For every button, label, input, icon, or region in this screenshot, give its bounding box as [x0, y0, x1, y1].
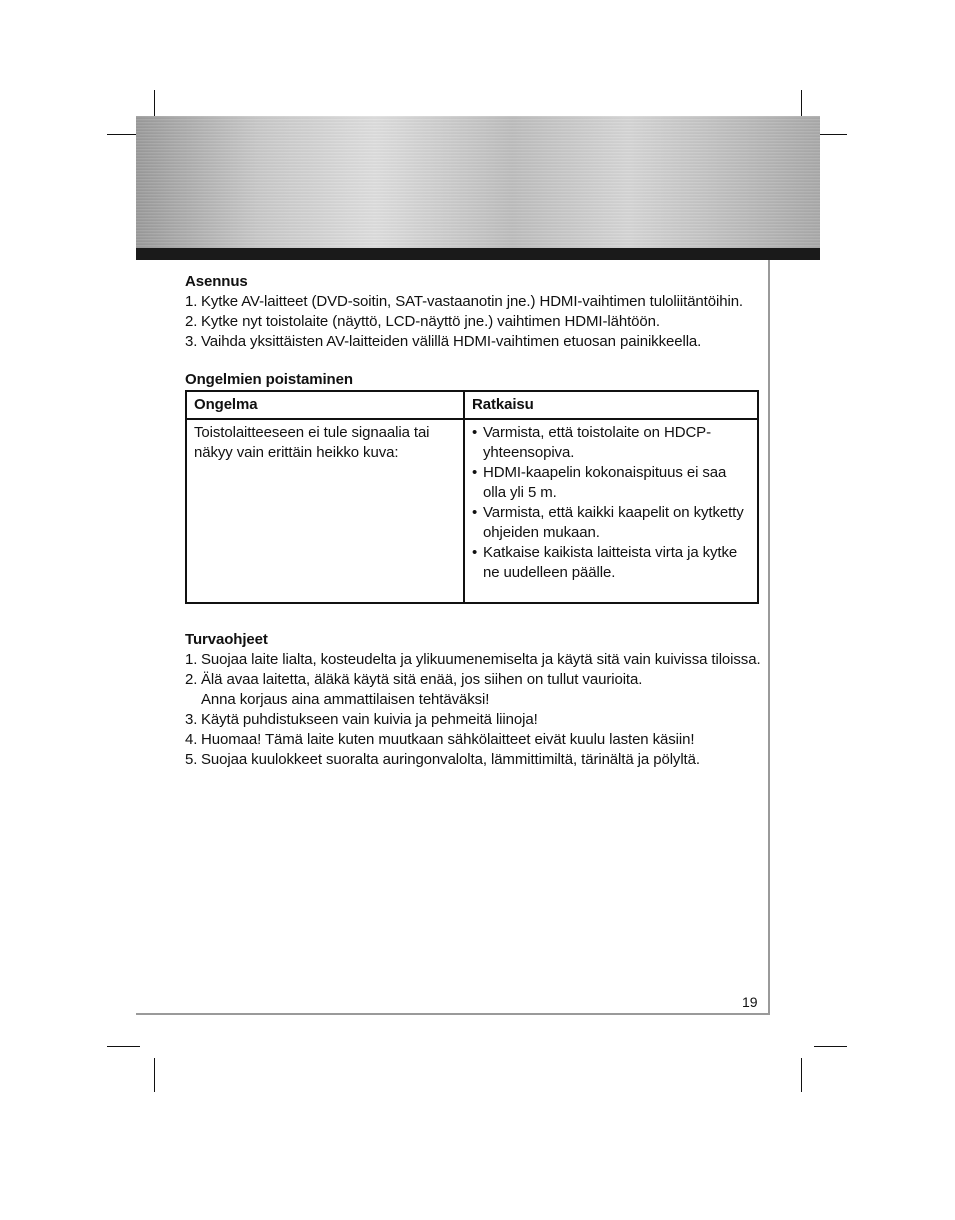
list-item — [472, 543, 750, 583]
crop-mark — [107, 1046, 140, 1047]
step-text: Kytke AV-laitteet (DVD-soitin, SAT-vastaanotin jne.) HDMI-vaihtimen tuloliitäntöihin. — [201, 293, 744, 310]
bullet: • — [472, 504, 478, 521]
solution-text: Varmista, että toistolaite on HDCP-yhteensopiva. — [483, 424, 711, 461]
item-number: 5. — [185, 751, 198, 768]
list-item — [185, 750, 763, 770]
safety-list — [185, 650, 763, 770]
bullet: • — [472, 464, 478, 481]
bullet: • — [472, 424, 478, 441]
item-number: 2. — [185, 671, 198, 688]
bullet: • — [472, 544, 478, 561]
item-number: 3. — [185, 711, 198, 728]
step-number: 1. — [185, 293, 198, 310]
solution-text: Varmista, että kaikki kaapelit on kytketty ohjeiden mukaan. — [483, 504, 744, 541]
troubleshooting-heading: Ongelmien poistaminen — [185, 371, 353, 388]
step-number: 2. — [185, 313, 198, 330]
column-header-solution: Ratkaisu — [464, 391, 758, 419]
step-number: 3. — [185, 333, 198, 350]
step-text: Vaihda yksittäisten AV-laitteiden välillä HDMI-vaihtimen etuosan painikkeella. — [201, 333, 702, 350]
solution-list — [472, 423, 750, 583]
list-item — [185, 312, 763, 332]
crop-mark — [801, 1058, 802, 1092]
list-item — [185, 670, 763, 710]
troubleshooting-table — [185, 390, 759, 604]
header-bar — [136, 248, 820, 260]
item-text: Suojaa kuulokkeet suoralta auringonvalolta, lämmittimiltä, tärinältä ja pölyltä. — [201, 751, 700, 768]
solution-cell — [464, 419, 758, 603]
problem-cell: Toistolaitteeseen ei tule signaalia tai näkyy vain erittäin heikko kuva: — [186, 419, 464, 603]
crop-mark — [814, 1046, 847, 1047]
solution-text: Katkaise kaikista laitteista virta ja kytke ne uudelleen päälle. — [483, 544, 738, 581]
brushed-metal-header — [136, 116, 820, 248]
list-item — [185, 292, 763, 312]
item-text: Suojaa laite lialta, kosteudelta ja ylikuumenemiselta ja käytä sitä vain kuivissa tiloissa. — [201, 651, 761, 668]
installation-heading: Asennus — [185, 273, 248, 290]
list-item — [472, 423, 750, 463]
column-header-problem: Ongelma — [186, 391, 464, 419]
page-content — [185, 272, 763, 770]
item-number: 1. — [185, 651, 198, 668]
page-number: 19 — [742, 994, 758, 1010]
step-text: Kytke nyt toistolaite (näyttö, LCD-näyttö jne.) vaihtimen HDMI-lähtöön. — [201, 313, 660, 330]
page-bottom-rule — [136, 1013, 770, 1015]
item-text: Huomaa! Tämä laite kuten muutkaan sähkölaitteet eivät kuulu lasten käsiin! — [201, 731, 695, 748]
list-item — [185, 710, 763, 730]
list-item — [185, 332, 763, 352]
list-item — [185, 650, 763, 670]
table-header-row — [186, 391, 758, 419]
item-text: Älä avaa laitetta, äläkä käytä sitä enää, jos siihen on tullut vaurioita. — [201, 671, 643, 688]
solution-text: HDMI-kaapelin kokonaispituus ei saa olla yli 5 m. — [483, 464, 727, 501]
table-row — [186, 419, 758, 603]
crop-mark — [154, 1058, 155, 1092]
list-item — [472, 463, 750, 503]
item-number: 4. — [185, 731, 198, 748]
item-text: Käytä puhdistukseen vain kuivia ja pehmeitä liinoja! — [201, 711, 538, 728]
item-text-continued: Anna korjaus aina ammattilaisen tehtäväksi! — [201, 691, 490, 708]
list-item — [185, 730, 763, 750]
safety-heading: Turvaohjeet — [185, 631, 268, 648]
list-item — [472, 503, 750, 543]
installation-steps — [185, 292, 763, 352]
page-right-rule — [768, 260, 770, 1014]
